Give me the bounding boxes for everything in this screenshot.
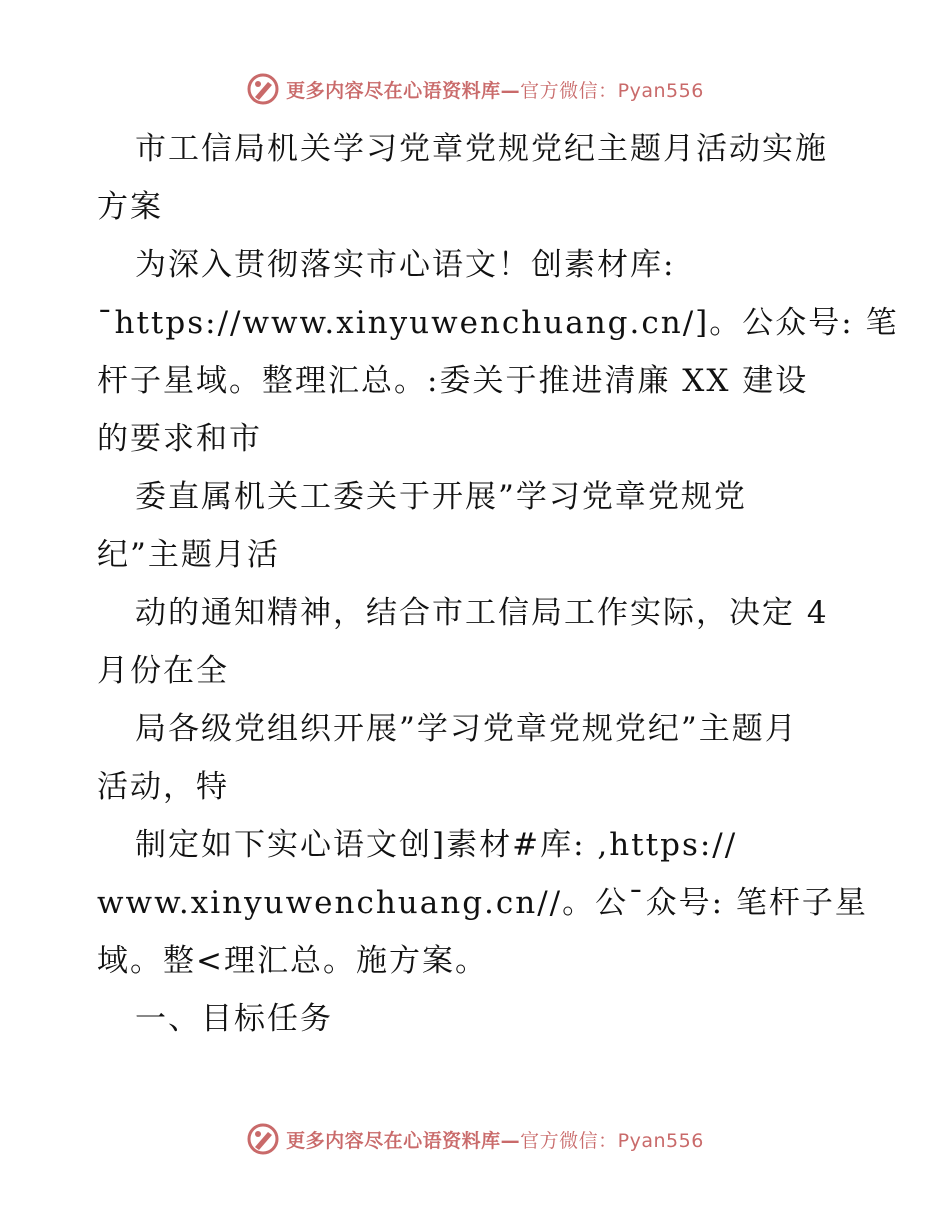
header-banner: [0, 72, 950, 106]
document-line: 委直属机关工委关于开展”学习党章党规党: [135, 479, 747, 515]
banner-text: [286, 76, 704, 103]
document-line: 为深入贯彻落实市心语文！创素材库:: [135, 247, 676, 283]
document-line: 市工信局机关学习党章党规党纪主题月活动实施: [135, 131, 828, 167]
document-line: 制定如下实心语文创]素材#库: ,https://: [135, 827, 738, 863]
document-line: 局各级党组织开展”学习党章党规党纪”主题月: [135, 711, 798, 747]
banner-wechat-text: 官方微信：Pyan556: [520, 1129, 704, 1152]
document-line: 域。整<理汇总。施方案。: [97, 943, 488, 979]
document-line: 杆子星域。整理汇总。:委关于推进清廉 XX 建设: [97, 363, 809, 399]
banner-dash: —: [500, 1129, 521, 1152]
pen-seal-icon: [246, 1122, 280, 1156]
document-line: 的要求和市: [97, 421, 262, 457]
document-line: 一、目标任务: [135, 1001, 333, 1037]
banner-site-text: 更多内容尽在心语资料库: [286, 1129, 501, 1152]
document-line: 方案: [97, 189, 163, 225]
document-line: 纪”主题月活: [97, 537, 280, 573]
document-line: 月份在全: [97, 653, 229, 689]
banner-dash: —: [500, 79, 521, 102]
document-line: 活动，特: [97, 769, 229, 805]
banner-wechat-text: 官方微信：Pyan556: [520, 79, 704, 102]
document-line: www.xinyuwenchuang.cn//。公¯众号: 笔杆子星: [97, 885, 868, 921]
document-line: ¯https://www.xinyuwenchuang.cn/]。公众号: 笔: [97, 305, 899, 341]
document-line: 动的通知精神，结合市工信局工作实际，决定 4: [135, 595, 829, 631]
banner-text: [286, 1126, 704, 1153]
banner-site-text: 更多内容尽在心语资料库: [286, 79, 501, 102]
footer-banner: [0, 1122, 950, 1156]
document-body: [97, 120, 899, 1048]
pen-seal-icon: [246, 72, 280, 106]
